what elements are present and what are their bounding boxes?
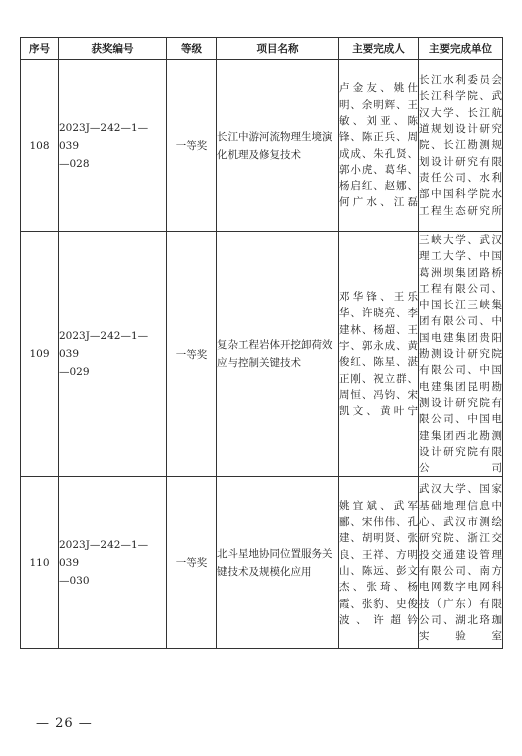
row-code: 2023J—242—1—039 —029: [59, 232, 167, 477]
row-grade: 一等奖: [167, 477, 217, 649]
row-grade: 一等奖: [167, 232, 217, 477]
row-no: 109: [21, 232, 59, 477]
row-units: 三峡大学、武汉理工大学、中国葛洲坝集团路桥工程有限公司、中国长江三峡集团有限公司、中国电建集团贵阳勘测设计研究院有限公司、中国电建集团昆明勘测设计研究院有限公司、中国电建集团西北勘测设计研究院有限公司: [419, 232, 503, 477]
row-units: 长江水利委员会长江科学院、武汉大学、长江航道规划设计研究院、长江勘测规划设计研究有限责任公司、水利部中国科学院水工程生态研究所: [419, 60, 503, 232]
row-people: 姚宜斌、武军郦、宋伟伟、孔建、胡明贤、张良、王祥、方明山、陈远、彭文杰、张琦、杨霞、张豹、史俊波、许超钤: [339, 477, 419, 649]
header-project-name: 项目名称: [217, 38, 339, 60]
row-people: 卢金友、姚仕明、余明辉、王敏、刘亚、陈锋、陈正兵、周成成、朱孔贤、郭小虎、葛华、杨启红、赵娜、何广水、江磊: [339, 60, 419, 232]
awards-table: [20, 37, 503, 649]
header-row: [21, 38, 503, 60]
header-no: 序号: [21, 38, 59, 60]
row-project-name: 长江中游河流物理生境演化机理及修复技术: [217, 60, 339, 232]
row-project-name: 复杂工程岩体开挖卸荷效应与控制关键技术: [217, 232, 339, 477]
header-people: 主要完成人: [339, 38, 419, 60]
row-no: 108: [21, 60, 59, 232]
header-units: 主要完成单位: [419, 38, 503, 60]
row-project-name: 北斗星地协同位置服务关键技术及规模化应用: [217, 477, 339, 649]
table-row: [21, 477, 503, 649]
table-row: [21, 232, 503, 477]
row-code: 2023J—242—1—039 —030: [59, 477, 167, 649]
page-number: — 26 —: [36, 716, 93, 731]
table-row: [21, 60, 503, 232]
row-people: 邓华锋、王乐华、许晓亮、李建林、杨超、王宇、郭永成、黄俊红、陈星、湛正刚、祝立群、周恒、冯钧、宋凯文、黄叶宁: [339, 232, 419, 477]
row-code: 2023J—242—1—039 —028: [59, 60, 167, 232]
row-no: 110: [21, 477, 59, 649]
header-grade: 等级: [167, 38, 217, 60]
row-grade: 一等奖: [167, 60, 217, 232]
row-units: 武汉大学、国家基础地理信息中心、武汉市测绘研究院、浙江交投交通建设管理有限公司、南方电网数字电网科技（广东）有限公司、湖北珞珈实验室: [419, 477, 503, 649]
header-code: 获奖编号: [59, 38, 167, 60]
